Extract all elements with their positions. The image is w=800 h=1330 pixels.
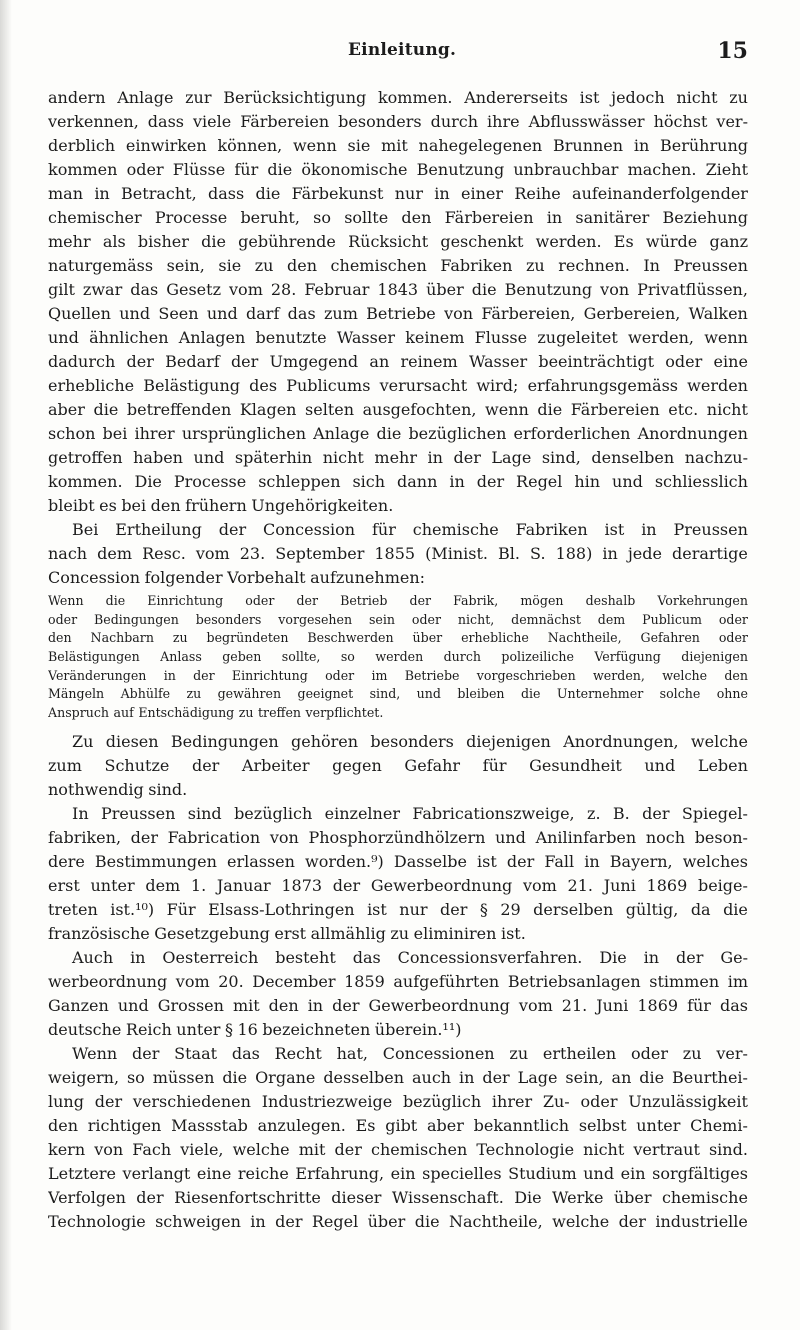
text-line: derblich einwirken können, wenn sie mit nahegelegenen Brunnen in Berührung [48,136,748,155]
text-line: kern von Fach viele, welche mit der chemischen Technologie nicht vertraut sind. [48,1139,748,1159]
text-line: man in Betracht, dass die Färbekunst nur in einer Reihe aufeinanderfolgender [48,184,748,203]
text-line: weigern, so müssen die Organe desselben auch in der Lage sein, an die Beurthei- [48,1067,748,1087]
text-line: Bei Ertheilung der Concession für chemische Fabriken ist in Preussen [72,520,748,539]
paragraph-1 [48,86,748,518]
text-line: erst unter dem 1. Januar 1873 der Gewerbeordnung vom 21. Juni 1869 beige- [48,875,748,895]
text-line: kommen. Die Processe schleppen sich dann in der Regel hin und schliesslich [48,472,748,491]
paragraph-3 [48,730,748,802]
text-line: aber die betreffenden Klagen selten ausgefochten, wenn die Färbereien etc. nicht [48,400,748,419]
paragraph-5 [48,946,748,1042]
running-title: Einleitung. [348,40,457,60]
text-line: Veränderungen in der Einrichtung oder im Betriebe vorgeschrieben werden, welche den [48,667,748,683]
body-text [48,86,748,1234]
text-line: Ganzen und Grossen mit den in der Gewerbeordnung vom 21. Juni 1869 für das [48,995,748,1015]
running-head [48,40,748,68]
text-line: französische Gesetzgebung erst allmählig zu eliminiren ist. [48,923,526,943]
text-line: verkennen, dass viele Färbereien besonders durch ihre Abflusswässer höchst ver- [48,112,748,131]
paragraph-4 [48,802,748,946]
text-line: deutsche Reich unter § 16 bezeichneten überein.¹¹) [48,1019,462,1039]
text-line: bleibt es bei den frühern Ungehörigkeiten. [48,496,394,515]
text-line: oder Bedingungen besonders vorgesehen sein oder nicht, demnächst dem Publicum oder [48,611,748,627]
text-line: Auch in Oesterreich besteht das Concessionsverfahren. Die in der Ge- [72,947,748,967]
text-line: naturgemäss sein, sie zu den chemischen Fabriken zu rechnen. In Preussen [48,256,748,275]
text-line: werbeordnung vom 20. December 1859 aufgeführten Betriebsanlagen stimmen im [48,971,748,991]
text-line: dere Bestimmungen erlassen worden.⁹) Dasselbe ist der Fall in Bayern, welches [48,851,748,871]
text-line: den Nachbarn zu begründeten Beschwerden über erhebliche Nachtheile, Gefahren oder [48,630,748,646]
page-number: 15 [717,38,748,64]
text-line: gilt zwar das Gesetz vom 28. Februar 1843 über die Benutzung von Privatflüssen, [48,280,748,299]
text-line: nothwendig sind. [48,779,188,799]
text-line: Verfolgen der Riesenfortschritte dieser Wissenschaft. Die Werke über chemische [48,1187,748,1207]
text-line: Zu diesen Bedingungen gehören besonders diejenigen Anordnungen, welche [72,731,748,751]
paragraph-6 [48,1042,748,1234]
text-line: Letztere verlangt eine reiche Erfahrung, ein specielles Studium und ein sorgfältiges [48,1163,748,1183]
text-line: zum Schutze der Arbeiter gegen Gefahr für Gesundheit und Leben [48,755,748,775]
page-gutter-shadow [0,0,12,1330]
text-line: Wenn der Staat das Recht hat, Concessionen zu ertheilen oder zu ver- [72,1043,748,1063]
text-line: Mängeln Abhülfe zu gewähren geeignet sind, und bleiben die Unternehmer solche ohne [48,686,748,702]
text-line: schon bei ihrer ursprünglichen Anlage die bezüglichen erforderlichen Anordnungen [48,424,748,443]
text-line: nach dem Resc. vom 23. September 1855 (Minist. Bl. S. 188) in jede derartige [48,544,748,563]
text-line: Belästigungen Anlass geben sollte, so werden durch polizeiliche Verfügung diejenigen [48,649,748,665]
text-line: mehr als bisher die gebührende Rücksicht geschenkt werden. Es würde ganz [48,232,748,251]
paragraph-2 [48,518,748,590]
text-line: fabriken, der Fabrication von Phosphorzündhölzern und Anilinfarben noch beson- [48,827,748,847]
text-line: Technologie schweigen in der Regel über die Nachtheile, welche der industrielle [48,1211,748,1231]
text-line: Concession folgender Vorbehalt aufzunehmen: [48,568,426,587]
text-line: den richtigen Massstab anzulegen. Es gibt aber bekanntlich selbst unter Chemi- [48,1115,748,1135]
text-line: In Preussen sind bezüglich einzelner Fabricationszweige, z. B. der Spiegel- [72,803,748,823]
text-line: lung der verschiedenen Industriezweige bezüglich ihrer Zu- oder Unzulässigkeit [48,1091,748,1111]
text-line: kommen oder Flüsse für die ökonomische Benutzung unbrauchbar machen. Zieht [48,160,748,179]
text-line: getroffen haben und späterhin nicht mehr in der Lage sind, denselben nachzu- [48,448,748,467]
text-line: chemischer Processe beruht, so sollte den Färbereien in sanitärer Beziehung [48,208,748,227]
text-line: Anspruch auf Entschädigung zu treffen verpflichtet. [48,705,384,721]
text-line: treten ist.¹⁰) Für Elsass-Lothringen ist nur der § 29 derselben gültig, da die [48,899,748,919]
text-line: dadurch der Bedarf der Umgegend an reinem Wasser beeinträchtigt oder eine [48,352,748,371]
quoted-provision [48,592,748,723]
text-line: andern Anlage zur Berücksichtigung kommen. Andererseits ist jedoch nicht zu [48,88,748,107]
text-line: erhebliche Belästigung des Publicums verursacht wird; erfahrungsgemäss werden [48,376,748,395]
text-line: Wenn die Einrichtung oder der Betrieb der Fabrik, mögen deshalb Vorkehrungen [48,593,748,608]
text-line: Quellen und Seen und darf das zum Betriebe von Färbereien, Gerbereien, Walken [48,304,748,323]
text-line: und ähnlichen Anlagen benutzte Wasser keinem Flusse zugeleitet werden, wenn [48,328,748,347]
